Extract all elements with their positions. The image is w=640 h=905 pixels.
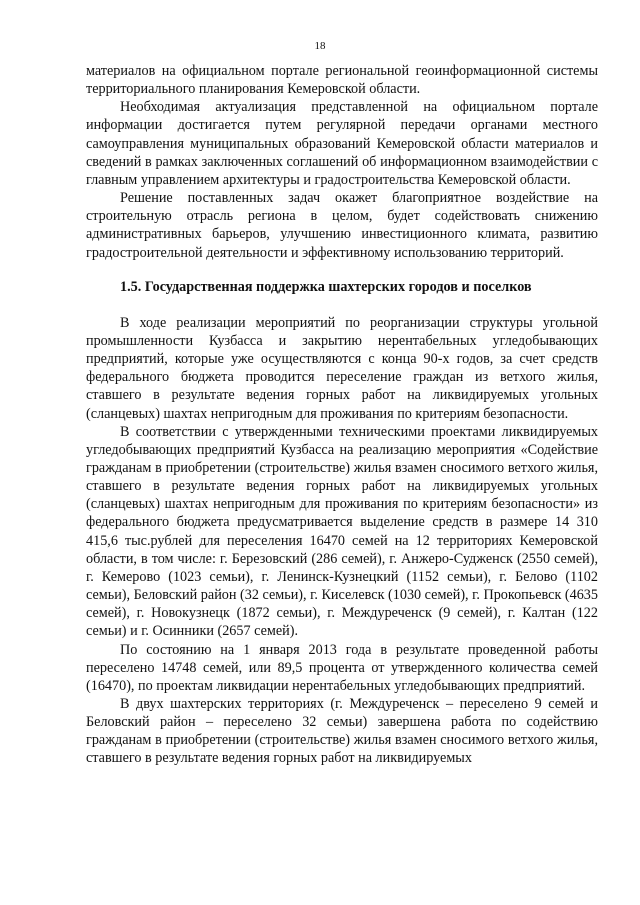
- paragraph: В соответствии с утвержденными техническими проектами ликвидируемых угледобывающих предприятий Кузбасса на реализацию мероприятия «Содействие гражданам в приобретении (строительстве) жилья взамен сносимого ветхого жилья, ставшего в результате ведения горных работ на ликвидируемых угольных (сланцевых) шахтах непригодным для проживания по критериям безопасности» из федерального бюджета предусматривается выделение средств в размере 14 310 415,6 тыс.рублей для переселения 16470 семей на 12 территориях Кемеровской области, в том числе: г. Березовский (286 семей), г. Анжеро-Судженск (2550 семей), г. Кемерово (1023 семьи), г. Ленинск-Кузнецкий (1152 семьи), г. Белово (1102 семьи), Беловский район (32 семьи), г. Киселевск (1030 семей), г. Прокопьевск (4635 семей), г. Новокузнецк (1872 семьи), г. Междуреченск (9 семей), г. Калтан (122 семьи) и г. Осинники (2657 семей).: [86, 423, 598, 640]
- paragraph: В ходе реализации мероприятий по реорганизации структуры угольной промышленности Кузбасса и закрытию нерентабельных угледобывающих предприятий, которые уже осуществляются с конца 90-х годов, за счет средств федерального бюджета проводится переселение граждан из ветхого жилья, ставшего в результате ведения горных работ на ликвидируемых угольных (сланцевых) шахтах непригодным для проживания по критериям безопасности.: [86, 314, 598, 422]
- paragraph: Решение поставленных задач окажет благоприятное воздействие на строительную отрасль региона в целом, будет содействовать снижению административных барьеров, улучшению инвестиционного климата, развитию градостроительной деятельности и эффективному использованию территорий.: [86, 190, 598, 261]
- page-content: [86, 62, 598, 768]
- page-number: 18: [314, 40, 326, 52]
- paragraph: По состоянию на 1 января 2013 года в результате проведенной работы переселено 14748 семей, или 89,5 процента от утвержденного количества семей (16470), по проектам ликвидации нерентабельных угледобывающих предприятий.: [86, 641, 598, 694]
- section-heading: 1.5. Государственная поддержка шахтерских городов и поселков: [120, 278, 532, 295]
- paragraph: В двух шахтерских территориях (г. Междуреченск – переселено 9 семей и Беловский район – переселено 32 семьи) завершена работа по содействию гражданам в приобретении (строительстве) жилья взамен сносимого ветхого жилья, ставшего в результате ведения горных работ на ликвидируемых: [86, 696, 598, 767]
- paragraph: материалов на официальном портале региональной геоинформационной системы территориального планирования Кемеровской области.: [86, 63, 598, 98]
- paragraph: Необходимая актуализация представленной на официальном портале информации достигается путем регулярной передачи органами местного самоуправления муниципальных образований Кемеровской области материалов и сведений в рамках заключенных соглашений об информационном взаимодействии с главным управлением архитектуры и градостроительства Кемеровской области.: [86, 99, 598, 188]
